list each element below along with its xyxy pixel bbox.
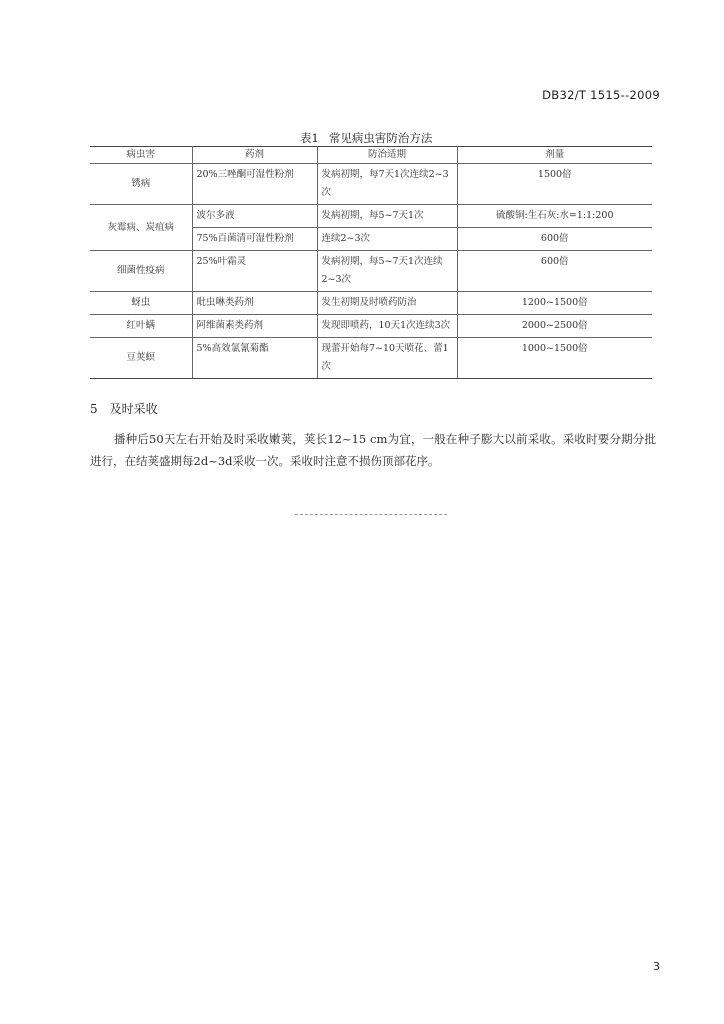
period-cell: 发病初期，每5~7天1次连续2~3次 bbox=[317, 251, 457, 292]
dosage-cell: 1000~1500倍 bbox=[457, 338, 652, 379]
dosage-cell: 600倍 bbox=[457, 251, 652, 292]
dosage-cell: 2000~2500倍 bbox=[457, 315, 652, 338]
table-row bbox=[90, 251, 652, 292]
agent-cell: 5%高效氯氰菊酯 bbox=[192, 338, 317, 379]
table-header-row bbox=[90, 147, 652, 164]
agent-cell: 75%百菌清可湿性粉剂 bbox=[192, 228, 317, 251]
table-row bbox=[90, 164, 652, 205]
table-caption bbox=[300, 130, 442, 146]
table-caption-title: 常见病虫害防治方法 bbox=[328, 131, 433, 145]
agent-cell: 20%三唑酮可湿性粉剂 bbox=[192, 164, 317, 205]
agent-cell: 25%叶霜灵 bbox=[192, 251, 317, 292]
column-header-pest: 病虫害 bbox=[90, 147, 192, 164]
column-header-dosage: 剂量 bbox=[457, 147, 652, 164]
dosage-cell: 硫酸铜:生石灰:水=1:1:200 bbox=[457, 205, 652, 228]
pest-cell: 豆荚螟 bbox=[90, 338, 192, 379]
end-of-document-rule bbox=[295, 514, 447, 515]
period-cell: 发现即喷药，10天1次连续3次 bbox=[317, 315, 457, 338]
pest-control-table bbox=[90, 146, 652, 379]
section-number: 5 bbox=[90, 402, 98, 416]
table-row bbox=[90, 292, 652, 315]
period-cell: 现蕾开始每7~10天喷花、蕾1次 bbox=[317, 338, 457, 379]
dosage-cell: 1200~1500倍 bbox=[457, 292, 652, 315]
agent-cell: 阿维菌素类药剂 bbox=[192, 315, 317, 338]
table-row bbox=[90, 315, 652, 338]
agent-cell: 吡虫啉类药剂 bbox=[192, 292, 317, 315]
table-caption-label: 表1 bbox=[300, 131, 319, 145]
period-cell: 连续2~3次 bbox=[317, 228, 457, 251]
pest-cell: 蚜虫 bbox=[90, 292, 192, 315]
page-number: 3 bbox=[653, 960, 660, 973]
column-header-agent: 药剂 bbox=[192, 147, 317, 164]
dosage-cell: 600倍 bbox=[457, 228, 652, 251]
pest-cell: 红叶螨 bbox=[90, 315, 192, 338]
dosage-cell: 1500倍 bbox=[457, 164, 652, 205]
period-cell: 发病初期，每7天1次连续2~3次 bbox=[317, 164, 457, 205]
section-heading bbox=[90, 400, 158, 417]
agent-cell: 波尔多液 bbox=[192, 205, 317, 228]
pest-cell: 灰霉病、炭疽病 bbox=[90, 205, 192, 251]
harvest-paragraph: 播种后50天左右开始及时采收嫩荚，荚长12~15 cm为宜，一般在种子膨大以前采收。采收时要分期分批进行，在结荚盛期每2d~3d采收一次。采收时注意不损伤顶部花序。 bbox=[90, 432, 656, 468]
pest-cell: 锈病 bbox=[90, 164, 192, 205]
period-cell: 发病初期，每5~7天1次 bbox=[317, 205, 457, 228]
column-header-period: 防治适期 bbox=[317, 147, 457, 164]
table-row bbox=[90, 205, 652, 228]
period-cell: 发生初期及时喷药防治 bbox=[317, 292, 457, 315]
pest-cell: 细菌性疫病 bbox=[90, 251, 192, 292]
standard-number: DB32/T 1515--2009 bbox=[542, 88, 660, 102]
section-title: 及时采收 bbox=[109, 402, 158, 416]
table-row bbox=[90, 338, 652, 379]
